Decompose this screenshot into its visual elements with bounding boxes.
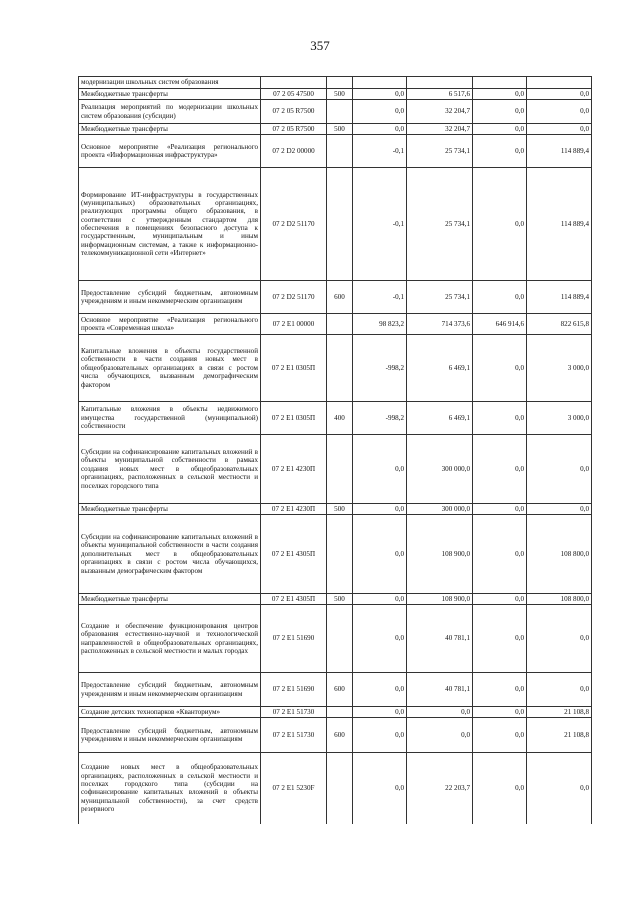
row-expense-type: 500 [327, 594, 353, 605]
row-code: 07 2 05 R7500 [261, 100, 327, 124]
row-value-2: 300 000,0 [407, 504, 473, 515]
row-value-3: 0,0 [473, 718, 527, 753]
row-value-1: 0,0 [353, 89, 407, 100]
row-expense-type [327, 335, 353, 402]
row-name: Предоставление субсидий бюджетным, автономным учреждениям и иным некоммерческим организациям [79, 673, 261, 707]
row-code: 07 2 E1 4230П [261, 435, 327, 504]
row-code: 07 2 E1 00000 [261, 314, 327, 335]
row-value-3: 0,0 [473, 402, 527, 435]
row-value-4: 822 615,8 [527, 314, 592, 335]
row-code: 07 2 E1 5230F [261, 753, 327, 824]
row-value-4: 21 108,8 [527, 718, 592, 753]
row-value-1 [353, 77, 407, 89]
row-name: Формирование ИТ-инфраструктуры в государственных (муниципальных) образовательных организациях, реализующих программы общего образования, в соответствии с утвержденным стандартом для обеспечения в помещениях безопасного доступа к государственным, муниципальным и иным информационным системам, а также к информационно-телекоммуникационной сети «Интернет» [79, 168, 261, 281]
row-value-1: 0,0 [353, 605, 407, 673]
row-expense-type: 600 [327, 718, 353, 753]
row-name: Основное мероприятие «Реализация регионального проекта «Информационная инфраструктура» [79, 135, 261, 168]
row-name: Реализация мероприятий по модернизации школьных систем образования (субсидии) [79, 100, 261, 124]
row-value-2: 108 900,0 [407, 594, 473, 605]
row-value-1: 0,0 [353, 707, 407, 718]
row-value-4 [527, 77, 592, 89]
row-expense-type [327, 100, 353, 124]
row-code: 07 2 E1 4230П [261, 504, 327, 515]
row-value-4: 0,0 [527, 753, 592, 824]
table-row [79, 335, 592, 402]
row-value-1: 0,0 [353, 594, 407, 605]
row-value-4: 0,0 [527, 504, 592, 515]
row-name: Межбюджетные трансферты [79, 594, 261, 605]
row-code: 07 2 D2 51170 [261, 281, 327, 314]
row-value-3: 0,0 [473, 89, 527, 100]
row-expense-type [327, 753, 353, 824]
table-row [79, 402, 592, 435]
row-value-1: 0,0 [353, 753, 407, 824]
row-code: 07 2 E1 51730 [261, 707, 327, 718]
row-expense-type: 400 [327, 402, 353, 435]
table-row [79, 753, 592, 824]
row-code: 07 2 E1 0305П [261, 335, 327, 402]
row-expense-type [327, 135, 353, 168]
row-value-2: 108 900,0 [407, 515, 473, 594]
row-name: Субсидии на софинансирование капитальных вложений в объекты муниципальной собственности в части создания дополнительных мест в общеобразовательных организациях в связи с ростом числа обучающихся, вызванным демографическим фактором [79, 515, 261, 594]
row-value-2 [407, 77, 473, 89]
row-value-3: 646 914,6 [473, 314, 527, 335]
row-value-2: 40 781,1 [407, 605, 473, 673]
row-value-1: 0,0 [353, 515, 407, 594]
row-code: 07 2 05 47500 [261, 89, 327, 100]
row-value-4: 0,0 [527, 89, 592, 100]
row-expense-type: 500 [327, 504, 353, 515]
row-value-4: 114 889,4 [527, 281, 592, 314]
row-code: 07 2 E1 4305П [261, 515, 327, 594]
row-value-1: 0,0 [353, 673, 407, 707]
row-value-4: 114 889,4 [527, 135, 592, 168]
row-code: 07 2 E1 51690 [261, 605, 327, 673]
row-value-2: 6 469,1 [407, 402, 473, 435]
row-value-3: 0,0 [473, 435, 527, 504]
row-name: Субсидии на софинансирование капитальных вложений в объекты муниципальной собственности в рамках создания новых мест в общеобразовательных организациях, расположенных в сельской местности и поселках городского типа [79, 435, 261, 504]
row-name: Межбюджетные трансферты [79, 504, 261, 515]
row-expense-type: 600 [327, 281, 353, 314]
table-row [79, 673, 592, 707]
row-code: 07 2 E1 51690 [261, 673, 327, 707]
row-code: 07 2 05 R7500 [261, 124, 327, 135]
row-value-4: 108 800,0 [527, 515, 592, 594]
row-value-2: 25 734,1 [407, 281, 473, 314]
row-value-4: 21 108,8 [527, 707, 592, 718]
table-row [79, 135, 592, 168]
row-name: Предоставление субсидий бюджетным, автономным учреждениям и иным некоммерческим организациям [79, 718, 261, 753]
row-value-3: 0,0 [473, 281, 527, 314]
table-row [79, 605, 592, 673]
row-name: Создание и обеспечение функционирования центров образования естественно-научной и технологической направленностей в общеобразовательных организациях, расположенных в сельской местности и малых городах [79, 605, 261, 673]
table-row [79, 77, 592, 89]
row-code: 07 2 E1 51730 [261, 718, 327, 753]
row-value-2: 0,0 [407, 707, 473, 718]
row-expense-type [327, 435, 353, 504]
row-value-3: 0,0 [473, 673, 527, 707]
row-expense-type [327, 707, 353, 718]
row-expense-type [327, 314, 353, 335]
row-value-4: 114 889,4 [527, 168, 592, 281]
row-value-1: -0,1 [353, 135, 407, 168]
row-value-4: 108 800,0 [527, 594, 592, 605]
row-expense-type [327, 605, 353, 673]
row-value-3: 0,0 [473, 605, 527, 673]
budget-table [78, 76, 592, 824]
row-name: Межбюджетные трансферты [79, 124, 261, 135]
row-value-3: 0,0 [473, 124, 527, 135]
row-value-1: -998,2 [353, 402, 407, 435]
row-value-1: 0,0 [353, 718, 407, 753]
row-value-1: -0,1 [353, 168, 407, 281]
row-value-4: 0,0 [527, 605, 592, 673]
row-value-2: 32 204,7 [407, 100, 473, 124]
row-value-4: 0,0 [527, 673, 592, 707]
row-code: 07 2 E1 4305П [261, 594, 327, 605]
row-value-1: 0,0 [353, 100, 407, 124]
row-value-3 [473, 77, 527, 89]
table-row [79, 594, 592, 605]
table-row [79, 281, 592, 314]
row-value-4: 0,0 [527, 435, 592, 504]
row-expense-type: 500 [327, 124, 353, 135]
row-value-4: 3 000,0 [527, 402, 592, 435]
row-code [261, 77, 327, 89]
row-value-3: 0,0 [473, 100, 527, 124]
row-code: 07 2 D2 00000 [261, 135, 327, 168]
row-value-2: 22 203,7 [407, 753, 473, 824]
row-name: Основное мероприятие «Реализация регионального проекта «Современная школа» [79, 314, 261, 335]
row-value-2: 25 734,1 [407, 168, 473, 281]
row-value-3: 0,0 [473, 504, 527, 515]
row-value-2: 25 734,1 [407, 135, 473, 168]
row-name: модернизации школьных систем образования [79, 77, 261, 89]
row-value-3: 0,0 [473, 515, 527, 594]
row-expense-type: 600 [327, 673, 353, 707]
row-code: 07 2 E1 0305П [261, 402, 327, 435]
row-name: Капитальные вложения в объекты недвижимого имущества государственной (муниципальной) собственности [79, 402, 261, 435]
row-value-2: 6 469,1 [407, 335, 473, 402]
row-value-1: 0,0 [353, 124, 407, 135]
row-value-3: 0,0 [473, 594, 527, 605]
table-row [79, 124, 592, 135]
row-value-4: 0,0 [527, 100, 592, 124]
table-row [79, 435, 592, 504]
row-expense-type [327, 168, 353, 281]
table-row [79, 100, 592, 124]
table-row [79, 718, 592, 753]
row-value-2: 32 204,7 [407, 124, 473, 135]
row-name: Предоставление субсидий бюджетным, автономным учреждениям и иным некоммерческим организациям [79, 281, 261, 314]
row-value-2: 714 373,6 [407, 314, 473, 335]
row-name: Создание детских технопарков «Кванториум» [79, 707, 261, 718]
row-value-2: 6 517,6 [407, 89, 473, 100]
row-value-1: -0,1 [353, 281, 407, 314]
row-value-1: 0,0 [353, 435, 407, 504]
row-value-3: 0,0 [473, 135, 527, 168]
row-value-1: 0,0 [353, 504, 407, 515]
row-value-2: 0,0 [407, 718, 473, 753]
row-expense-type [327, 77, 353, 89]
table-row [79, 515, 592, 594]
row-value-2: 40 781,1 [407, 673, 473, 707]
row-value-3: 0,0 [473, 753, 527, 824]
table-row [79, 504, 592, 515]
row-value-4: 0,0 [527, 124, 592, 135]
row-value-1: 98 823,2 [353, 314, 407, 335]
row-name: Создание новых мест в общеобразовательных организациях, расположенных в сельской местности и поселках городского типа (субсидии на софинансирование капитальных вложений в объекты муниципальной собственности), за счет средств резервного [79, 753, 261, 824]
table-row [79, 707, 592, 718]
row-value-3: 0,0 [473, 168, 527, 281]
row-value-3: 0,0 [473, 335, 527, 402]
row-name: Капитальные вложения в объекты государственной собственности в части создания новых мест в общеобразовательных организациях в связи с ростом числа обучающихся, вызванным демографическим фактором [79, 335, 261, 402]
table-row [79, 89, 592, 100]
table-row [79, 314, 592, 335]
page-number: 357 [310, 38, 330, 53]
row-value-3: 0,0 [473, 707, 527, 718]
row-code: 07 2 D2 51170 [261, 168, 327, 281]
row-value-2: 300 000,0 [407, 435, 473, 504]
table-row [79, 168, 592, 281]
row-value-4: 3 000,0 [527, 335, 592, 402]
row-expense-type: 500 [327, 89, 353, 100]
row-name: Межбюджетные трансферты [79, 89, 261, 100]
row-value-1: -998,2 [353, 335, 407, 402]
row-expense-type [327, 515, 353, 594]
